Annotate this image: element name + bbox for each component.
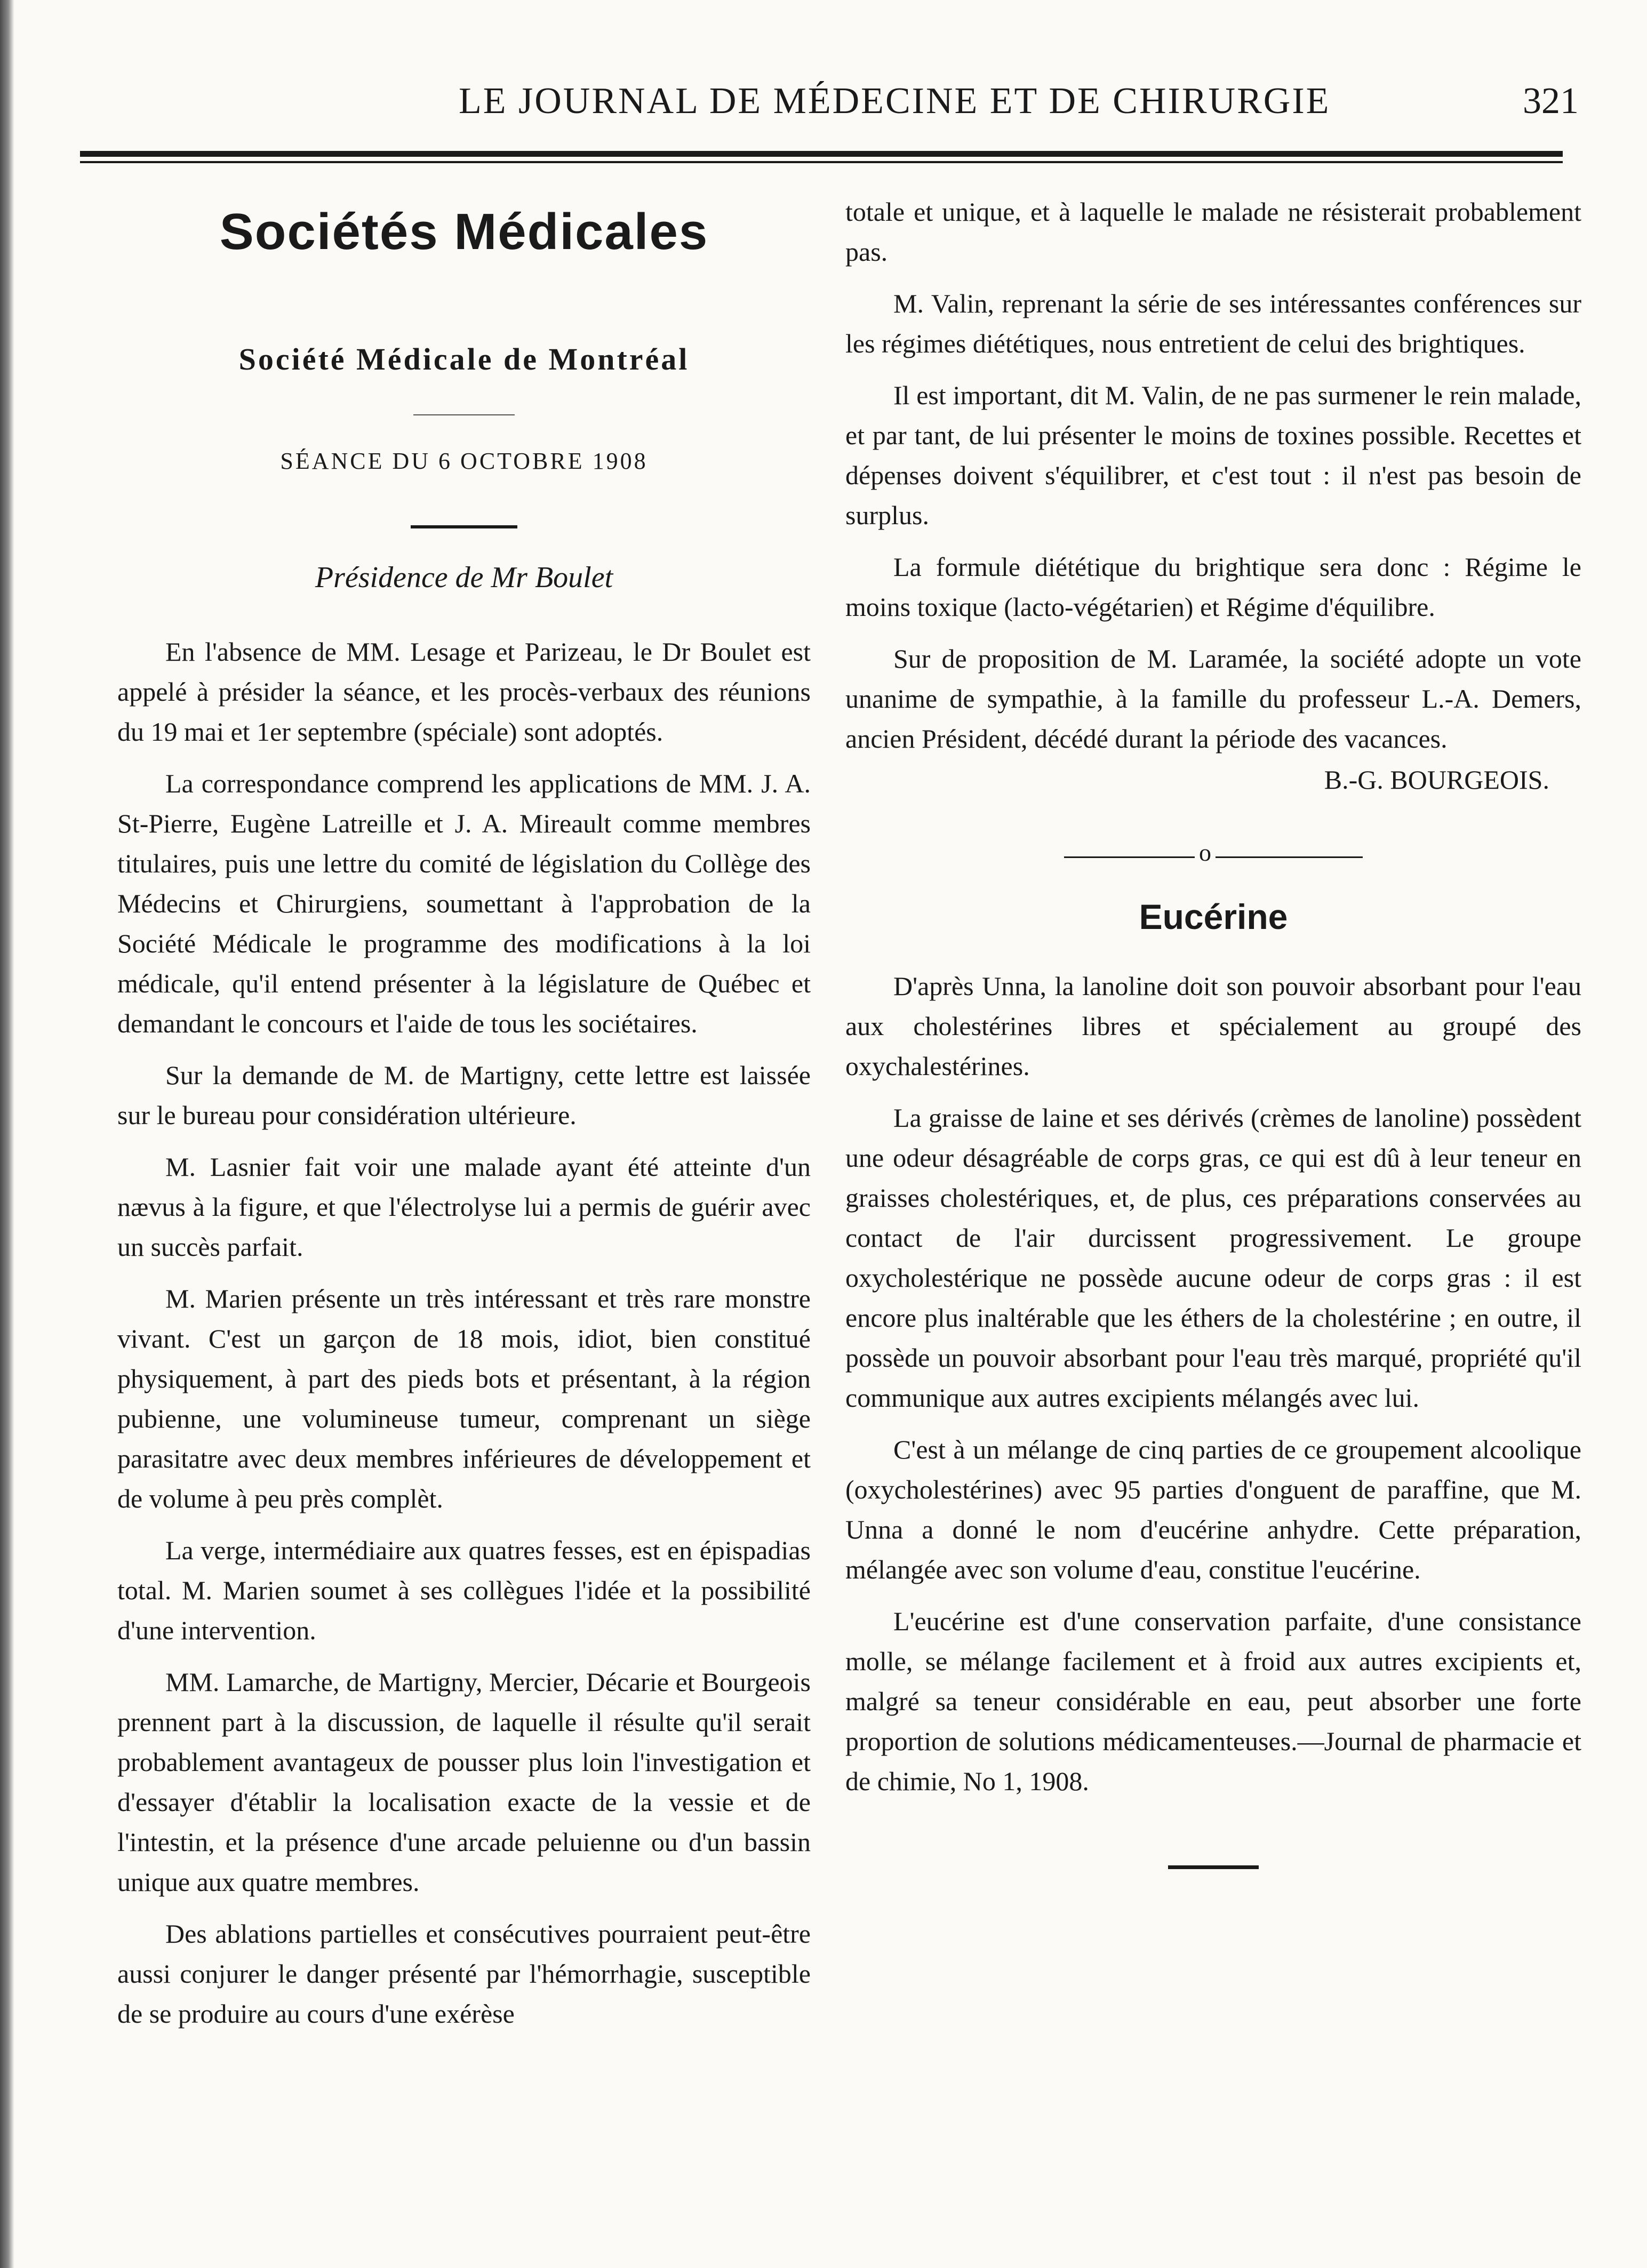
scan-binding-edge xyxy=(0,0,14,2268)
paragraph: En l'absence de MM. Lesage et Parizeau, le Dr Boulet est appelé à présider la séance, et les procès-verbaux des réunions du 19 mai et 1er septembre (spéciale) sont adoptés. xyxy=(117,637,811,747)
end-divider xyxy=(1168,1865,1259,1869)
paragraph: M. Lasnier fait voir une malade ayant été atteinte d'un nævus à la figure, et que l'électrolyse lui a permis de guérir avec un succès parfait. xyxy=(117,1152,811,1262)
paragraph: Des ablations partielles et consécutives pourraient peut-être aussi conjurer le danger présenté par l'hémorrhagie, susceptible de se produire au cours d'une exérèse xyxy=(117,1919,811,2029)
page-header xyxy=(69,80,1579,139)
right-column xyxy=(845,192,1581,1869)
paragraph: M. Valin, reprenant la série de ses intéressantes conférences sur les régimes diététiques, nous entretient de celui des brightiques. xyxy=(845,288,1581,358)
divider xyxy=(411,525,517,528)
running-title: LE JOURNAL DE MÉDECINE ET DE CHIRURGIE xyxy=(459,81,1331,122)
paragraph: Sur de proposition de M. Laramée, la société adopte un vote unanime de sympathie, à la famille du professeur L.-A. Demers, ancien Président, décédé durant la période des vacances. xyxy=(845,644,1581,754)
paragraph: La graisse de laine et ses dérivés (crèmes de lanoline) possèdent une odeur désagréable de corps gras, ce qui est dû à leur teneur en graisses cholestériques, et, de plus, ces préparations conservées au contact de l'air durcissent progressivement. Le groupe oxycholestérique ne possède aucune odeur de corps gras : il est encore plus inaltérable que les éthers de la cholestérine ; en outre, il possède un pouvoir absorbant pour l'eau très marqué, propriété qu'il communique aux autres excipients mélangés avec lui. xyxy=(845,1103,1581,1413)
society-name: Société Médicale de Montréal xyxy=(238,342,690,376)
paragraph: La formule diététique du brightique sera donc : Régime le moins toxique (lacto-végétarien) et Régime d'équilibre. xyxy=(845,552,1581,622)
left-column xyxy=(117,192,811,2034)
divider xyxy=(413,414,515,415)
article-title: Eucérine xyxy=(1139,897,1288,936)
paragraph: D'après Unna, la lanoline doit son pouvoir absorbant pour l'eau aux cholestérines libres et spécialement au groupé des oxychalestérines. xyxy=(845,971,1581,1081)
ornament-divider xyxy=(1064,839,1363,867)
presidence: Présidence de Mr Boulet xyxy=(315,561,613,594)
header-rule xyxy=(80,151,1563,157)
page-number: 321 xyxy=(1523,81,1579,122)
paragraph: La correspondance comprend les applications de MM. J. A. St-Pierre, Eugène Latreille et J. A. Mireault comme membres titulaires, puis une lettre du comité de législation du Collège des Médecins et Chirurgiens, soumettant à l'approbation de la Société Médicale le programme des modifications à la loi médicale, qu'il entend présenter à la législature de Québec et demandant le concours et l'aide de tous les sociétaires. xyxy=(117,768,811,1038)
paragraph: MM. Lamarche, de Martigny, Mercier, Décarie et Bourgeois prennent part à la discussion, de laquelle il résulte qu'il serait probablement avantageux de pousser plus loin l'investigation et d'essayer d'établir la localisation exacte de la vessie et de l'intestin, et la présence d'une arcade peluienne ou d'un bassin unique aux quatre membres. xyxy=(117,1667,811,1897)
seance-date: SÉANCE DU 6 OCTOBRE 1908 xyxy=(280,448,648,474)
section-title: Sociétés Médicales xyxy=(219,203,709,260)
paragraph: Il est important, dit M. Valin, de ne pas surmener le rein malade, et par tant, de lui présenter le moins de toxines possible. Recettes et dépenses doivent s'équilibrer, et c'est tout : il n'est pas besoin de surplus. xyxy=(845,380,1581,530)
paragraph: La verge, intermédiaire aux quatres fesses, est en épispadias total. M. Marien soumet à ses collègues l'idée et la possibilité d'une intervention. xyxy=(117,1535,811,1645)
paragraph: M. Marien présente un très intéressant et très rare monstre vivant. C'est un garçon de 18 mois, idiot, bien constitué physiquement, à part des pieds bots et présentant, à la région pubienne, une volumineuse tumeur, comprenant un siège parasitatre avec deux membres inférieures de développement et de volume à peu près complèt. xyxy=(117,1284,811,1513)
paragraph: Sur la demande de M. de Martigny, cette lettre est laissée sur le bureau pour considération ultérieure. xyxy=(117,1060,811,1130)
signature: B.-G. BOURGEOIS. xyxy=(1324,765,1549,795)
ornament-glyph: o xyxy=(1195,838,1216,867)
paragraph: C'est à un mélange de cinq parties de ce groupement alcoolique (oxycholestérines) avec 95 parties d'onguent de paraffine, que M. Unna a donné le nom d'eucérine anhydre. Cette préparation, mélangée avec son volume d'eau, constitue l'eucérine. xyxy=(845,1434,1581,1584)
header-rule-thin xyxy=(80,161,1563,163)
paragraph: L'eucérine est d'une conservation parfaite, d'une consistance molle, se mélange facilement et à froid aux autres excipients et, malgré sa teneur considérable en eau, peut absorber une forte proportion de solutions médicamenteuses.—Journal de pharmacie et de chimie, No 1, 1908. xyxy=(845,1606,1581,1796)
paragraph: totale et unique, et à laquelle le malade ne résisterait probablement pas. xyxy=(845,197,1581,267)
